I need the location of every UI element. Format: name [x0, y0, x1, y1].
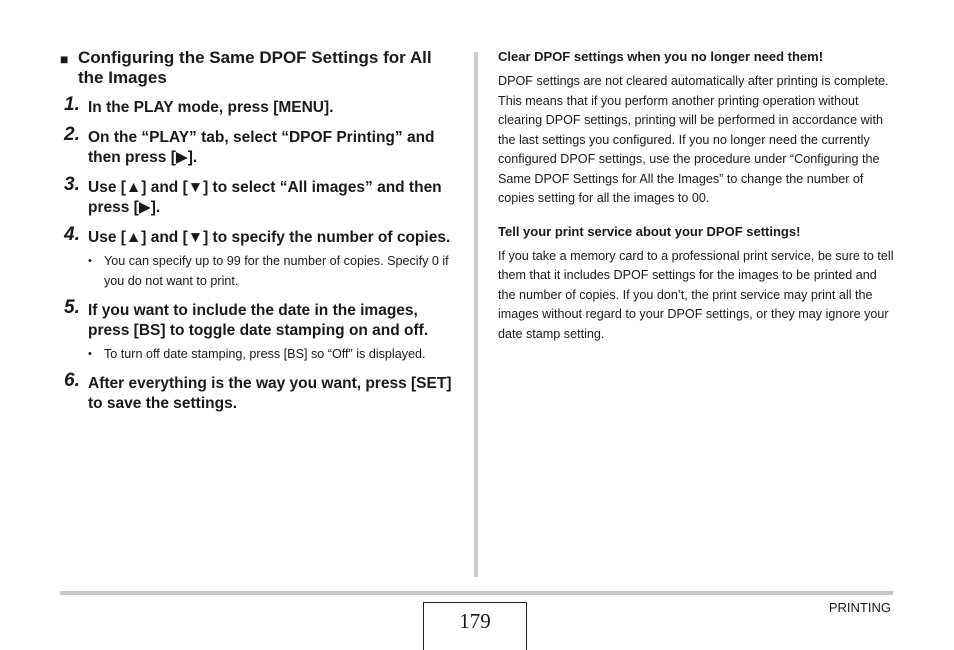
square-bullet-icon: ■	[60, 51, 69, 67]
bullet-dot-icon: •	[88, 255, 92, 267]
step-5	[60, 297, 460, 341]
notes-column	[498, 48, 894, 344]
step-number: 6.	[64, 370, 80, 391]
step-text: After everything is the way you want, press [SET] to save the settings.	[88, 375, 452, 412]
bullet-dot-icon: •	[88, 348, 92, 360]
step-number: 2.	[64, 124, 80, 145]
step-text: In the PLAY mode, press [MENU].	[88, 99, 334, 116]
step-text: Use [▲] and [▼] to select “All images” and then press [▶].	[88, 179, 442, 216]
note-text: You can specify up to 99 for the number of copies. Specify 0 if you do not want to print.	[104, 254, 449, 288]
section-title: Configuring the Same DPOF Settings for All the Images	[78, 48, 432, 87]
note-body: DPOF settings are not cleared automatically after printing is complete. This means that if you perform another printing operation without clearing DPOF settings, printing will be performed in accordance with the last settings you configured. If you no longer need the currently configured DPOF settings, use the procedure under “Configuring the Same DPOF Settings for All the Images” to change the number of copies setting for all the images to 00.	[498, 74, 889, 205]
note-print-service	[498, 223, 894, 345]
step-5-note	[88, 344, 460, 364]
step-number: 1.	[64, 94, 80, 115]
footer-rule	[60, 591, 893, 595]
step-text: On the “PLAY” tab, select “DPOF Printing” and then press [▶].	[88, 129, 435, 166]
note-body: If you take a memory card to a professional print service, be sure to tell them that it includes DPOF settings for the images to be printed and the number of copies. If you don’t, the print service may print all the images without regard to your DPOF settings, or they may ignore your date stamp setting.	[498, 248, 894, 341]
procedure-column	[60, 48, 460, 414]
step-3	[60, 174, 460, 218]
page-number: 179	[423, 602, 527, 650]
step-1	[60, 94, 460, 118]
step-number: 5.	[64, 297, 80, 318]
step-text: If you want to include the date in the images, press [BS] to toggle date stamping on and off.	[88, 302, 429, 339]
column-divider	[474, 52, 478, 577]
note-heading: Clear DPOF settings when you no longer need them!	[498, 49, 824, 64]
chapter-label: PRINTING	[828, 600, 891, 615]
step-number: 3.	[64, 174, 80, 195]
note-heading: Tell your print service about your DPOF settings!	[498, 223, 801, 239]
section-heading	[60, 48, 460, 88]
step-6	[60, 370, 460, 414]
note-clear-dpof	[498, 48, 894, 209]
step-number: 4.	[64, 224, 80, 245]
note-text: To turn off date stamping, press [BS] so “Off” is displayed.	[104, 347, 426, 361]
step-4	[60, 224, 460, 248]
step-2	[60, 124, 460, 168]
step-list	[60, 94, 460, 414]
step-text: Use [▲] and [▼] to specify the number of copies.	[88, 229, 451, 246]
step-4-note	[88, 251, 460, 291]
